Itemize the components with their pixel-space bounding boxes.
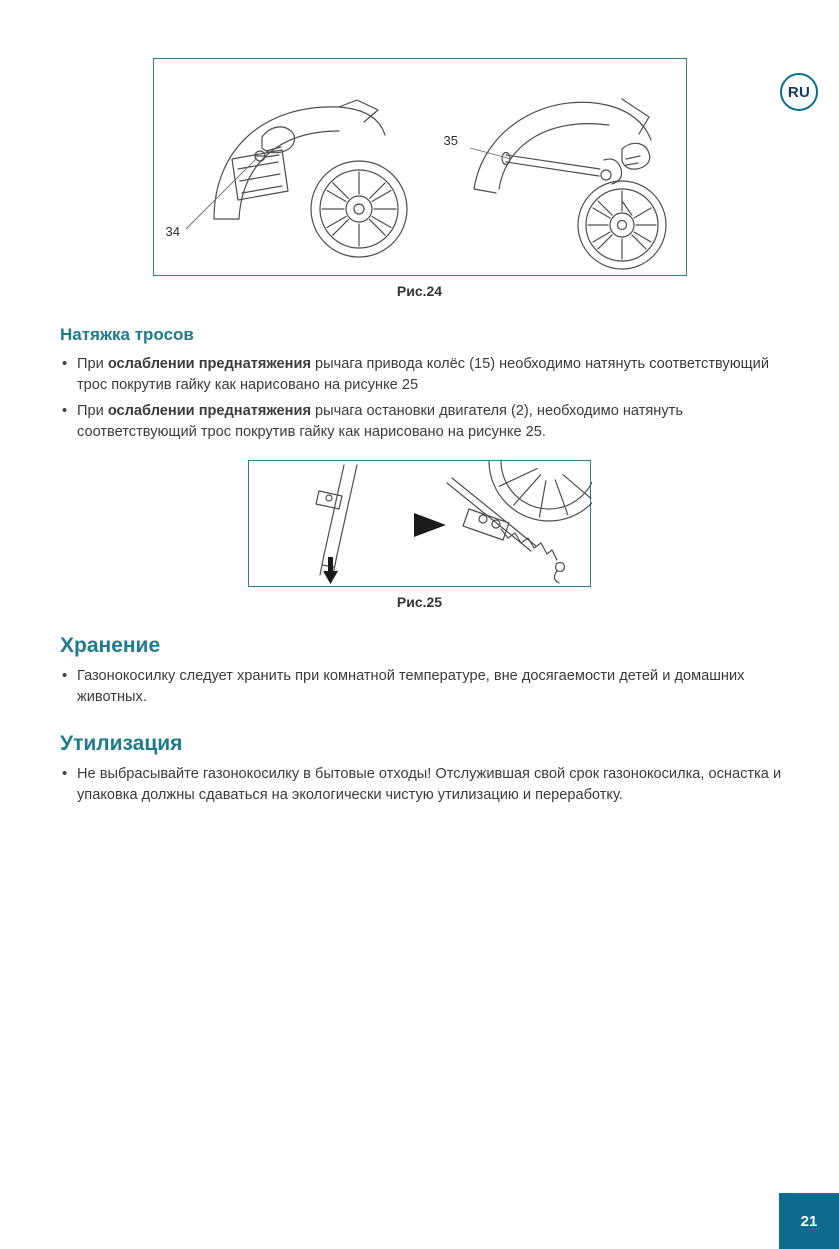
bullet-text-bold: ослаблении преднатяжения	[107, 403, 311, 419]
section-heading-disposal: Утилизация	[60, 732, 183, 755]
figure-25-caption: Рис.25	[396, 594, 443, 610]
section-heading-storage: Хранение	[60, 634, 161, 657]
bullet-text: При	[77, 356, 108, 372]
page-content	[0, 58, 839, 806]
section-storage	[0, 634, 839, 708]
part-label-35: 35	[443, 133, 458, 148]
disposal-bullet-list	[60, 764, 785, 806]
figure-25-frame	[248, 460, 591, 587]
list-item	[60, 401, 785, 443]
bullet-text-bold: ослаблении преднатяжения	[107, 356, 311, 372]
section-heading-tension: Натяжка тросов	[60, 325, 194, 344]
page-number: 21	[800, 1212, 818, 1230]
bullet-text: При	[77, 403, 108, 419]
tension-bullet-list	[60, 354, 785, 443]
mower-cable-illustration	[154, 59, 688, 277]
manual-page	[0, 58, 839, 1249]
part-label-34: 34	[165, 224, 180, 239]
list-item	[60, 764, 785, 806]
section-disposal	[0, 732, 839, 806]
figure-24-frame	[153, 58, 687, 276]
cable-nut-illustration	[249, 461, 592, 588]
page-number-box	[779, 1193, 839, 1249]
figure-24	[0, 58, 839, 299]
list-item	[60, 666, 785, 708]
list-item	[60, 354, 785, 396]
figure-24-caption: Рис.24	[396, 283, 443, 299]
figure-25	[0, 460, 839, 610]
language-badge-label: RU	[787, 83, 811, 101]
bullet-text: Газонокосилку следует хранить при комнатной температуре, вне досягаемости детей и домашних животных.	[77, 668, 745, 705]
bullet-text: Не выбрасывайте газонокосилку в бытовые отходы! Отслужившая свой срок газонокосилка, оснастка и упаковка должны сдаваться на экологически чистую утилизацию и переработку.	[77, 766, 782, 803]
bullet-text: рычага привода колёс (15) необходимо натянуть соответствующий трос покрутив гайку как нарисовано на рисунке 25	[77, 356, 769, 393]
language-badge	[780, 73, 818, 111]
storage-bullet-list	[60, 666, 785, 708]
bullet-text: рычага остановки двигателя (2), необходимо натянуть соответствующий трос покрутив гайку как нарисовано на рисунке 25.	[77, 403, 683, 440]
section-cable-tension	[0, 325, 839, 443]
